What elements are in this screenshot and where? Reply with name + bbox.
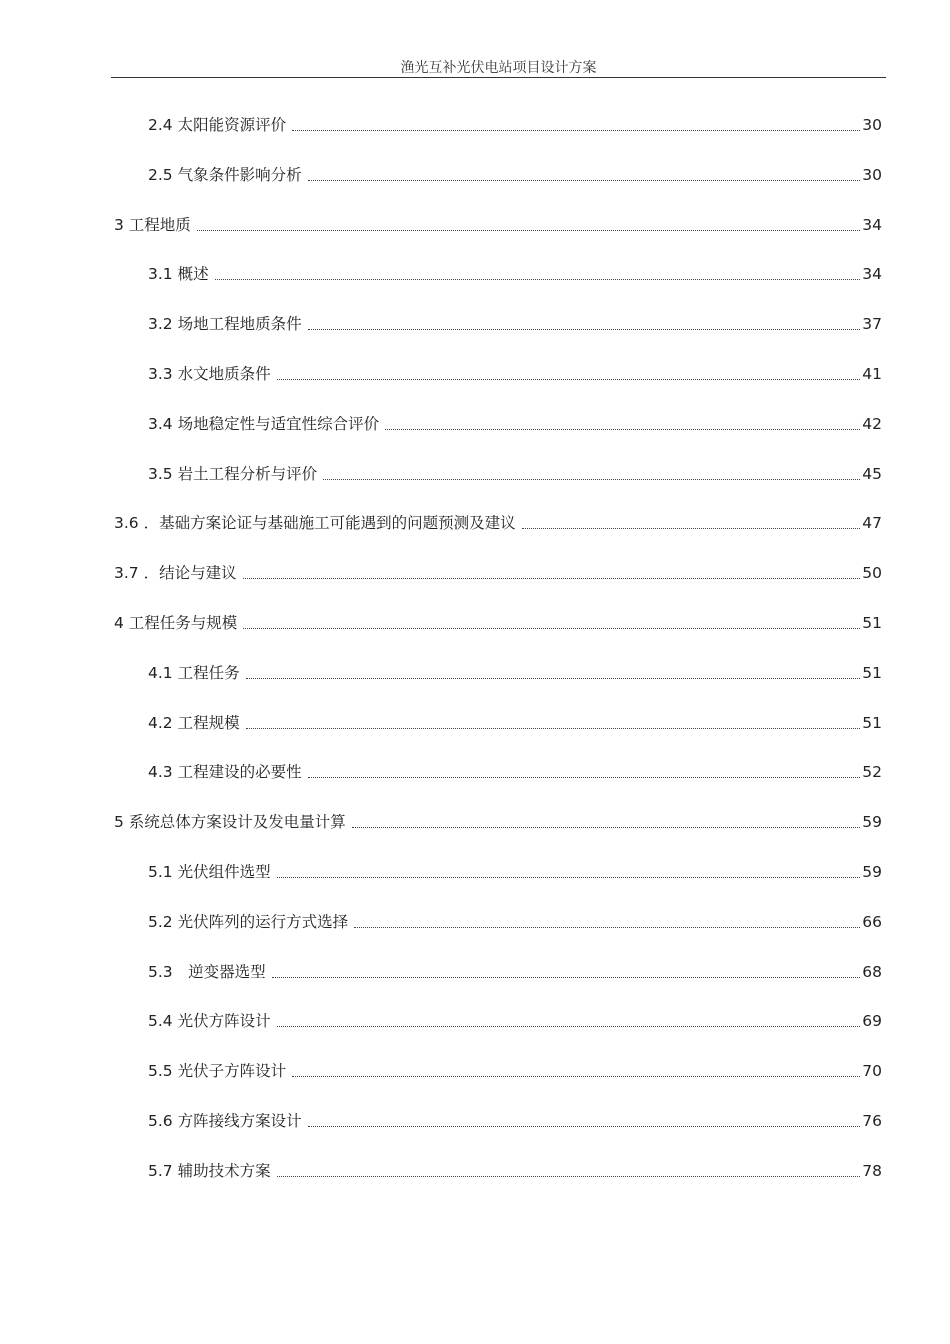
toc-entry[interactable] [114,512,882,534]
toc-dot-leader [243,578,861,579]
toc-dot-leader [292,130,860,131]
toc-entry-page-number: 37 [862,315,882,334]
toc-entry-title: 3.6 ．基础方案论证与基础施工可能遇到的问题预测及建议 [114,514,516,533]
toc-entry[interactable] [148,662,882,684]
toc-entry-title: 4.1 工程任务 [148,663,240,682]
toc-entry-page-number: 34 [862,265,882,284]
toc-entry-title: 3.2 场地工程地质条件 [148,315,302,334]
toc-entry-page-number: 51 [862,663,882,682]
toc-entry[interactable] [148,712,882,734]
toc-entry[interactable] [114,612,882,634]
toc-entry[interactable] [148,413,882,435]
toc-entry-title: 5.2 光伏阵列的运行方式选择 [148,912,349,931]
toc-entry[interactable] [148,164,882,186]
toc-entry-title: 4.2 工程规模 [148,713,240,732]
toc-dot-leader [308,329,861,330]
toc-entry-page-number: 69 [862,1012,882,1031]
toc-dot-leader [277,1026,861,1027]
toc-dot-leader [243,628,860,629]
toc-dot-leader [197,230,860,231]
toc-entry-page-number: 42 [862,414,882,433]
page-header-title: 渔光互补光伏电站项目设计方案 [400,60,597,76]
toc-dot-leader [277,1176,861,1177]
toc-entry[interactable] [148,313,882,335]
toc-dot-leader [277,877,861,878]
toc-entry-page-number: 66 [862,912,882,931]
toc-entry-page-number: 68 [862,962,882,981]
toc-entry-title: 3.1 概述 [148,265,209,284]
toc-entry[interactable] [114,562,882,584]
toc-entry[interactable] [148,463,882,485]
toc-entry-title: 2.5 气象条件影响分析 [148,165,302,184]
toc-dot-leader [292,1076,860,1077]
toc-entry-page-number: 51 [862,614,882,632]
toc-entry[interactable] [148,363,882,385]
toc-entry[interactable] [148,1010,882,1032]
toc-entry-title: 5.6 方阵接线方案设计 [148,1112,302,1130]
toc-dot-leader [215,279,861,280]
toc-entry[interactable] [148,761,882,783]
toc-dot-leader [277,379,861,380]
toc-entry-title: 5.3 逆变器选型 [148,962,266,981]
toc-dot-leader [308,777,861,778]
toc-dot-leader [323,479,860,480]
toc-dot-leader [308,180,861,181]
toc-entry-page-number: 41 [862,365,882,383]
toc-entry-page-number: 59 [862,863,882,881]
toc-entry-title: 3.4 场地稳定性与适宜性综合评价 [148,414,380,433]
toc-entry-title: 3.7 ．结论与建议 [114,564,237,583]
toc-entry-page-number: 76 [862,1112,882,1130]
toc-dot-leader [308,1126,861,1127]
toc-entry-title: 3.5 岩土工程分析与评价 [148,464,318,483]
toc-entry-page-number: 34 [862,215,882,234]
toc-entry-page-number: 78 [862,1161,882,1180]
toc-dot-leader [272,977,861,978]
toc-entry-title: 4.3 工程建设的必要性 [148,763,302,782]
toc-entry[interactable] [114,214,882,236]
toc-entry-page-number: 59 [862,813,882,832]
toc-entry[interactable] [148,1110,882,1132]
toc-dot-leader [522,528,861,529]
toc-entry-title: 5.1 光伏组件选型 [148,863,271,881]
toc-entry-title: 5.5 光伏子方阵设计 [148,1062,287,1081]
toc-entry-page-number: 47 [862,514,882,533]
toc-entry-page-number: 52 [862,763,882,782]
toc-dot-leader [246,728,861,729]
toc-entry[interactable] [148,911,882,933]
toc-entry-title: 3 工程地质 [114,215,191,234]
toc-dot-leader [246,678,861,679]
toc-entry-title: 5.7 辅助技术方案 [148,1161,271,1180]
toc-entry-title: 3.3 水文地质条件 [148,365,271,383]
toc-entry[interactable] [148,263,882,285]
toc-entry[interactable] [148,1160,882,1182]
toc-dot-leader [352,827,860,828]
toc-entry-page-number: 45 [862,464,882,483]
toc-entry-title: 5 系统总体方案设计及发电量计算 [114,813,346,832]
toc-entry-page-number: 30 [862,116,882,134]
toc-entry-title: 5.4 光伏方阵设计 [148,1012,271,1031]
toc-entry-page-number: 50 [862,564,882,583]
toc-dot-leader [385,429,860,430]
toc-entry[interactable] [148,1060,882,1082]
toc-entry-page-number: 51 [862,713,882,732]
toc-entry[interactable] [148,961,882,983]
toc-entry-title: 2.4 太阳能资源评价 [148,116,287,134]
toc-entry[interactable] [148,861,882,883]
toc-dot-leader [354,927,860,928]
toc-entry-page-number: 70 [862,1062,882,1081]
toc-entry[interactable] [114,811,882,833]
toc-entry-page-number: 30 [862,165,882,184]
toc-entry-title: 4 工程任务与规模 [114,614,238,632]
toc-entry[interactable] [148,114,882,136]
